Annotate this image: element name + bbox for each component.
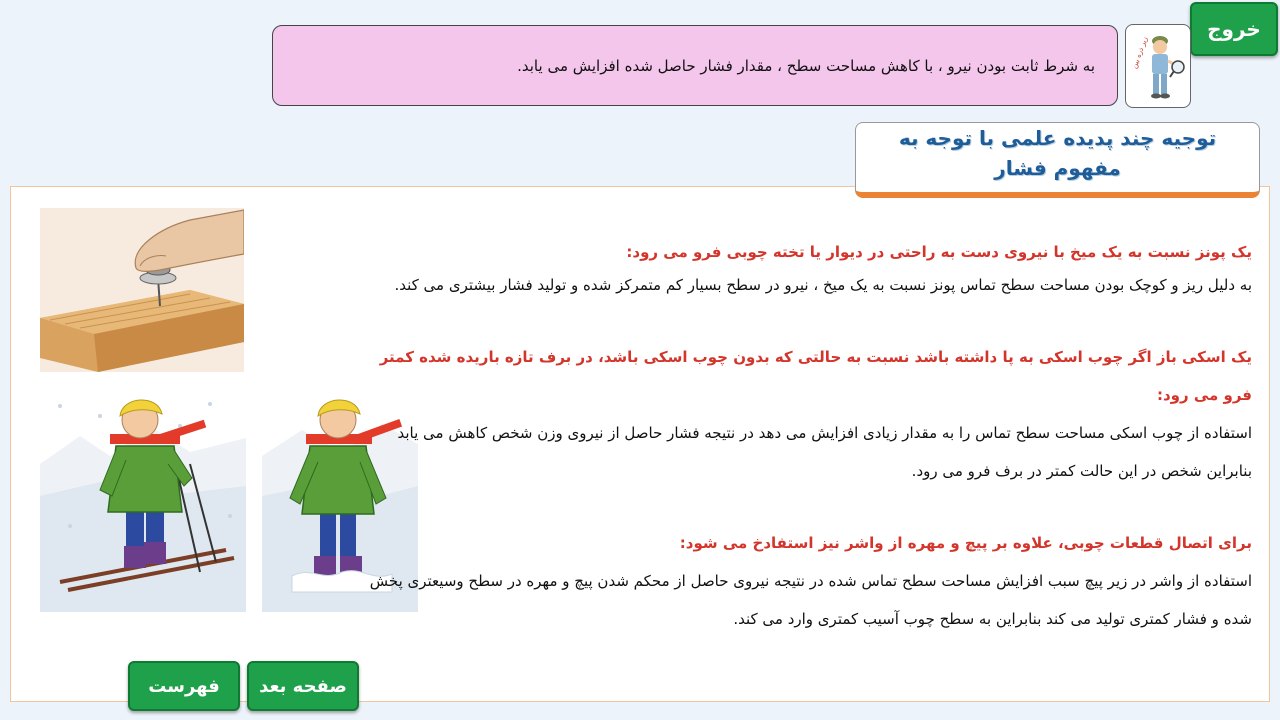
phenomenon-heading: یک پونز نسبت به یک میخ با نیروی دست به راحتی در دیوار یا تخته چوبی فرو می رود: — [626, 243, 1252, 261]
phenomenon-heading: برای اتصال قطعات چوبی، علاوه بر پیچ و مهره از واشر نیز استفادخ می شود: — [679, 534, 1252, 552]
phenomenon-heading: یک اسکی باز اگر چوب اسکی به پا داشته باشد نسبت به حالتی که بدون چوب اسکی باشد، در برف تازه باریده شده کمتر فرو می رود: — [379, 348, 1252, 404]
next-page-button[interactable]: صفحه بعد — [247, 661, 359, 711]
section-title-text: توجیه چند پدیده علمی با توجه به مفهوم فشار — [898, 126, 1217, 180]
phenomenon-explanation: به دلیل ریز و کوچک بودن مساحت سطح تماس پونز نسبت به یک میخ ، نیرو در سطح بسیار کم متمرکز شده و تولید فشار بیشتری می کند. — [394, 276, 1252, 294]
principle-note — [272, 25, 1118, 106]
mascot-caption: زیر ذره بین — [1130, 35, 1150, 70]
section-title — [855, 122, 1260, 198]
index-button[interactable]: فهرست — [128, 661, 240, 711]
phenomenon-explanation: استفاده از چوب اسکی مساحت سطح تماس را به مقدار زیادی افزایش می دهد در نتیجه فشار حاصل از نیروی وزن شخص کاهش می یابد بنابراین شخص در این حالت کمتر در برف فرو می رود. — [397, 424, 1252, 480]
phenomenon-explanation: استفاده از واشر در زیر پیچ سبب افزایش مساحت سطح تماس شده در نتیجه نیروی حاصل از محکم شدن پیچ و مهره در سطح وسیعتری پخش شده و فشار کمتری تولید می کند بنابراین به سطح چوب آسیب کمتری وارد می کند. — [369, 572, 1252, 628]
thumbtack-in-wood-illustration — [40, 208, 244, 372]
boy-with-magnifier-icon — [1126, 25, 1190, 107]
principle-note-text: به شرط ثابت بودن نیرو ، با کاهش مساحت سطح ، مقدار فشار حاصل شده افزایش می یابد. — [517, 56, 1095, 75]
exit-button[interactable]: خروج — [1190, 2, 1278, 56]
phenomenon-item-ski — [360, 338, 1252, 490]
skier-with-skis-illustration — [40, 386, 246, 612]
phenomena-list — [360, 230, 1252, 638]
phenomenon-item-pin — [360, 238, 1252, 304]
phenomenon-item-washer — [360, 524, 1252, 638]
mascot-logo — [1125, 24, 1191, 108]
